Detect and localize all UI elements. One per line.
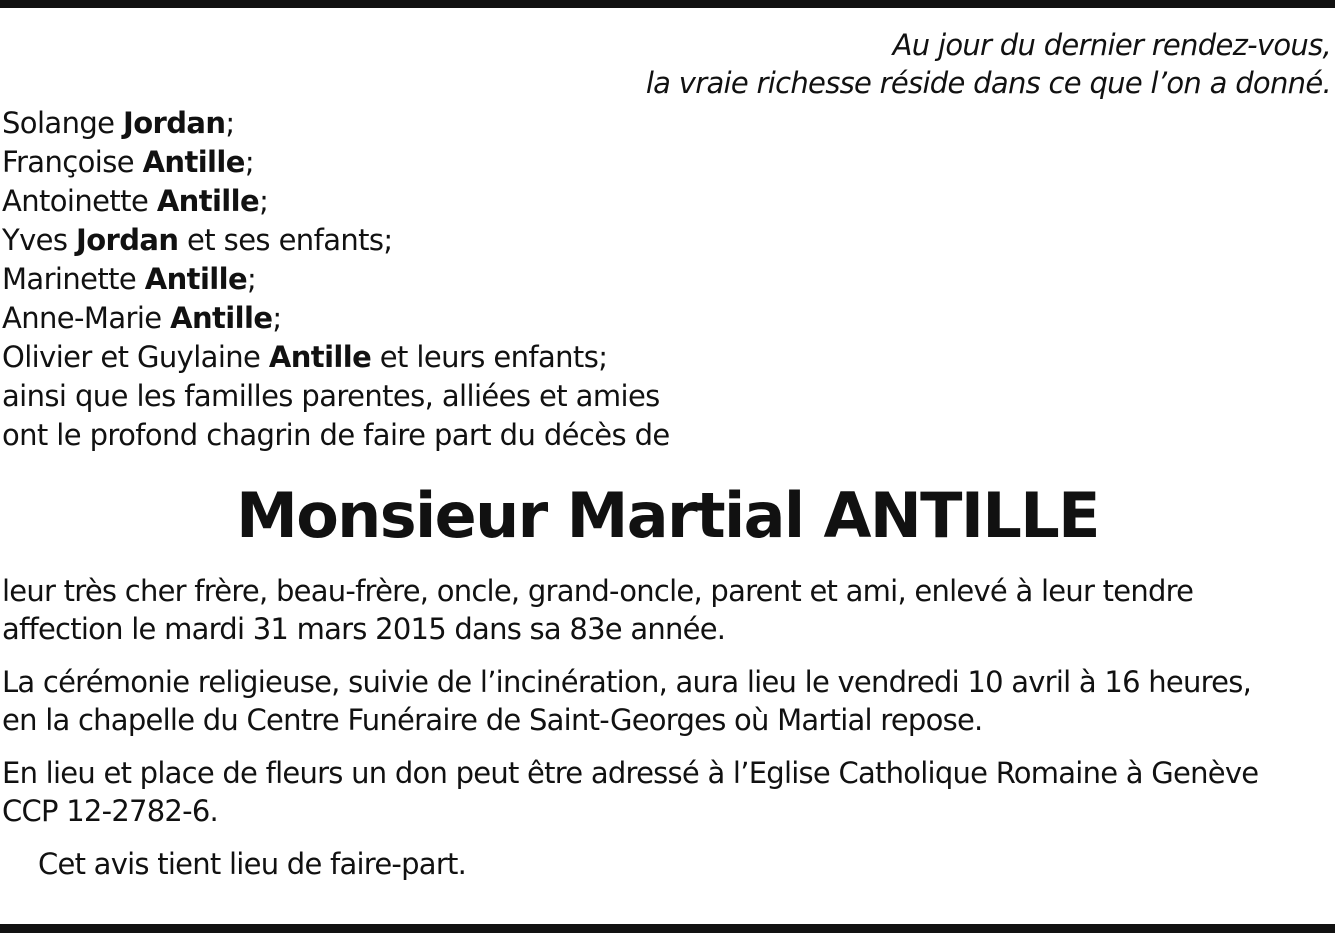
- mourner-last: Antille: [156, 184, 260, 218]
- mourner-first: Anne-Marie: [2, 301, 171, 335]
- mourner-first: Françoise: [2, 145, 143, 179]
- mourner-suffix: ;: [247, 262, 257, 296]
- donation-line-1: En lieu et place de fleurs un don peut être adressé à l’Eglise Catholique Romaine à Genève: [2, 756, 1259, 790]
- deceased-name: Monsieur Martial ANTILLE: [236, 479, 1099, 552]
- mourner-first: Olivier et Guylaine: [2, 340, 269, 374]
- ceremony-line-1: La cérémonie religieuse, suivie de l’incinération, aura lieu le vendredi 10 avril à 16 heures,: [2, 665, 1252, 699]
- mourner-first: Yves: [2, 223, 77, 257]
- announcement-line-2: ont le profond chagrin de faire part du décès de: [2, 418, 670, 452]
- mourner-last: Antille: [144, 262, 248, 296]
- bottom-rule: [0, 924, 1335, 933]
- relationship-line-1: leur très cher frère, beau-frère, oncle, grand-oncle, parent et ami, enlevé à leur tendre: [2, 574, 1194, 608]
- mourner-first: Antoinette: [2, 184, 157, 218]
- top-rule: [0, 0, 1335, 8]
- mourner-last: Jordan: [123, 106, 226, 140]
- mourner-first: Marinette: [2, 262, 145, 296]
- mourner-suffix: ;: [244, 145, 254, 179]
- mourner-last: Antille: [268, 340, 372, 374]
- mourner-line: [2, 182, 670, 221]
- mourner-line: [2, 221, 670, 260]
- mourner-suffix: et ses enfants;: [178, 223, 393, 257]
- mourner-suffix: ;: [259, 184, 269, 218]
- mourner-last: Antille: [142, 145, 245, 179]
- mourner-suffix: ;: [225, 106, 235, 140]
- mourner-last: Jordan: [76, 223, 179, 257]
- epigraph-line-1: Au jour du dernier rendez-vous,: [892, 28, 1331, 62]
- mourner-line: [2, 260, 670, 299]
- mourners-list: [2, 104, 670, 455]
- epigraph-quote: [646, 26, 1331, 102]
- donation-paragraph: [2, 754, 1335, 830]
- mourner-suffix: et leurs enfants;: [371, 340, 608, 374]
- ceremony-paragraph: [2, 663, 1335, 739]
- ceremony-line-2: en la chapelle du Centre Funéraire de Saint-Georges où Martial repose.: [2, 703, 983, 737]
- mourner-line: [2, 143, 670, 182]
- mourner-last: Antille: [170, 301, 273, 335]
- epigraph-line-2: la vraie richesse réside dans ce que l’on a donné.: [645, 66, 1331, 100]
- mourner-line: [2, 338, 670, 377]
- relationship-line-2: affection le mardi 31 mars 2015 dans sa 83e année.: [2, 612, 726, 646]
- mourner-suffix: ;: [272, 301, 282, 335]
- relationship-paragraph: [2, 572, 1335, 648]
- mourner-line: [2, 104, 670, 143]
- donation-line-2: CCP 12-2782-6.: [2, 794, 219, 828]
- mourner-line: [2, 299, 670, 338]
- closing-note: Cet avis tient lieu de faire-part.: [38, 847, 467, 881]
- announcement-line-1: ainsi que les familles parentes, alliées et amies: [2, 379, 660, 413]
- mourner-first: Solange: [2, 106, 124, 140]
